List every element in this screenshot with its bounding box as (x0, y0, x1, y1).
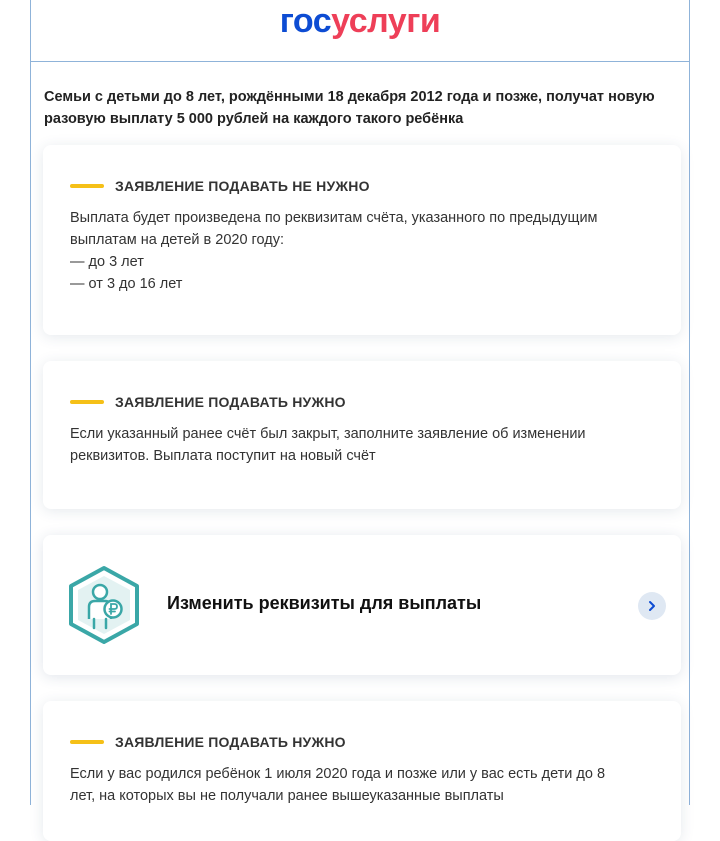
card-line: Если у вас родился ребёнок 1 июля 2020 года и позже или у вас есть дети до 8 (70, 766, 606, 782)
card-line: — от 3 до 16 лет (70, 276, 183, 292)
card-title-row (70, 394, 346, 410)
card-body (70, 207, 660, 295)
action-label: Изменить реквизиты для выплаты (167, 593, 482, 613)
card-body (70, 763, 660, 807)
card-line: Выплата будет произведена по реквизитам счёта, указанного по предыдущим (70, 210, 598, 226)
chevron-right-button[interactable] (638, 592, 666, 620)
card-title: ЗАЯВЛЕНИЕ ПОДАВАТЬ НУЖНО (115, 394, 346, 410)
accent-bar (70, 184, 104, 188)
card-title-row (70, 734, 346, 750)
card-body (70, 423, 660, 467)
accent-bar (70, 740, 104, 744)
chevron-right-icon (646, 600, 658, 612)
card-line: — до 3 лет (70, 254, 144, 270)
info-card-application-needed (43, 361, 681, 509)
card-title-row (70, 178, 370, 194)
card-line: выплатам на детей в 2020 году: (70, 232, 285, 248)
card-line: лет, на которых вы не получали ранее вышеуказанные выплаты (70, 788, 504, 804)
header (31, 0, 689, 62)
logo-part1: гос (279, 2, 332, 40)
card-title: ЗАЯВЛЕНИЕ ПОДАВАТЬ НУЖНО (115, 734, 346, 750)
app-frame (30, 0, 690, 805)
info-card-no-application (43, 145, 681, 335)
intro-text: Семьи с детьми до 8 лет, рождёнными 18 декабря 2012 года и позже, получат новую разовую выплату 5 000 рублей на каждого такого ребёнка (44, 89, 655, 127)
accent-bar (70, 400, 104, 404)
card-line: Если указанный ранее счёт был закрыт, заполните заявление об изменении (70, 426, 586, 442)
change-requisites-button[interactable] (43, 535, 681, 675)
gosuslugi-logo[interactable] (31, 2, 689, 41)
card-line: реквизитов. Выплата поступит на новый счёт (70, 448, 376, 464)
logo-part2: услуги (331, 2, 441, 40)
person-ruble-hexagon-icon (67, 565, 141, 645)
card-title: ЗАЯВЛЕНИЕ ПОДАВАТЬ НЕ НУЖНО (115, 178, 370, 194)
info-card-new-child (43, 701, 681, 841)
